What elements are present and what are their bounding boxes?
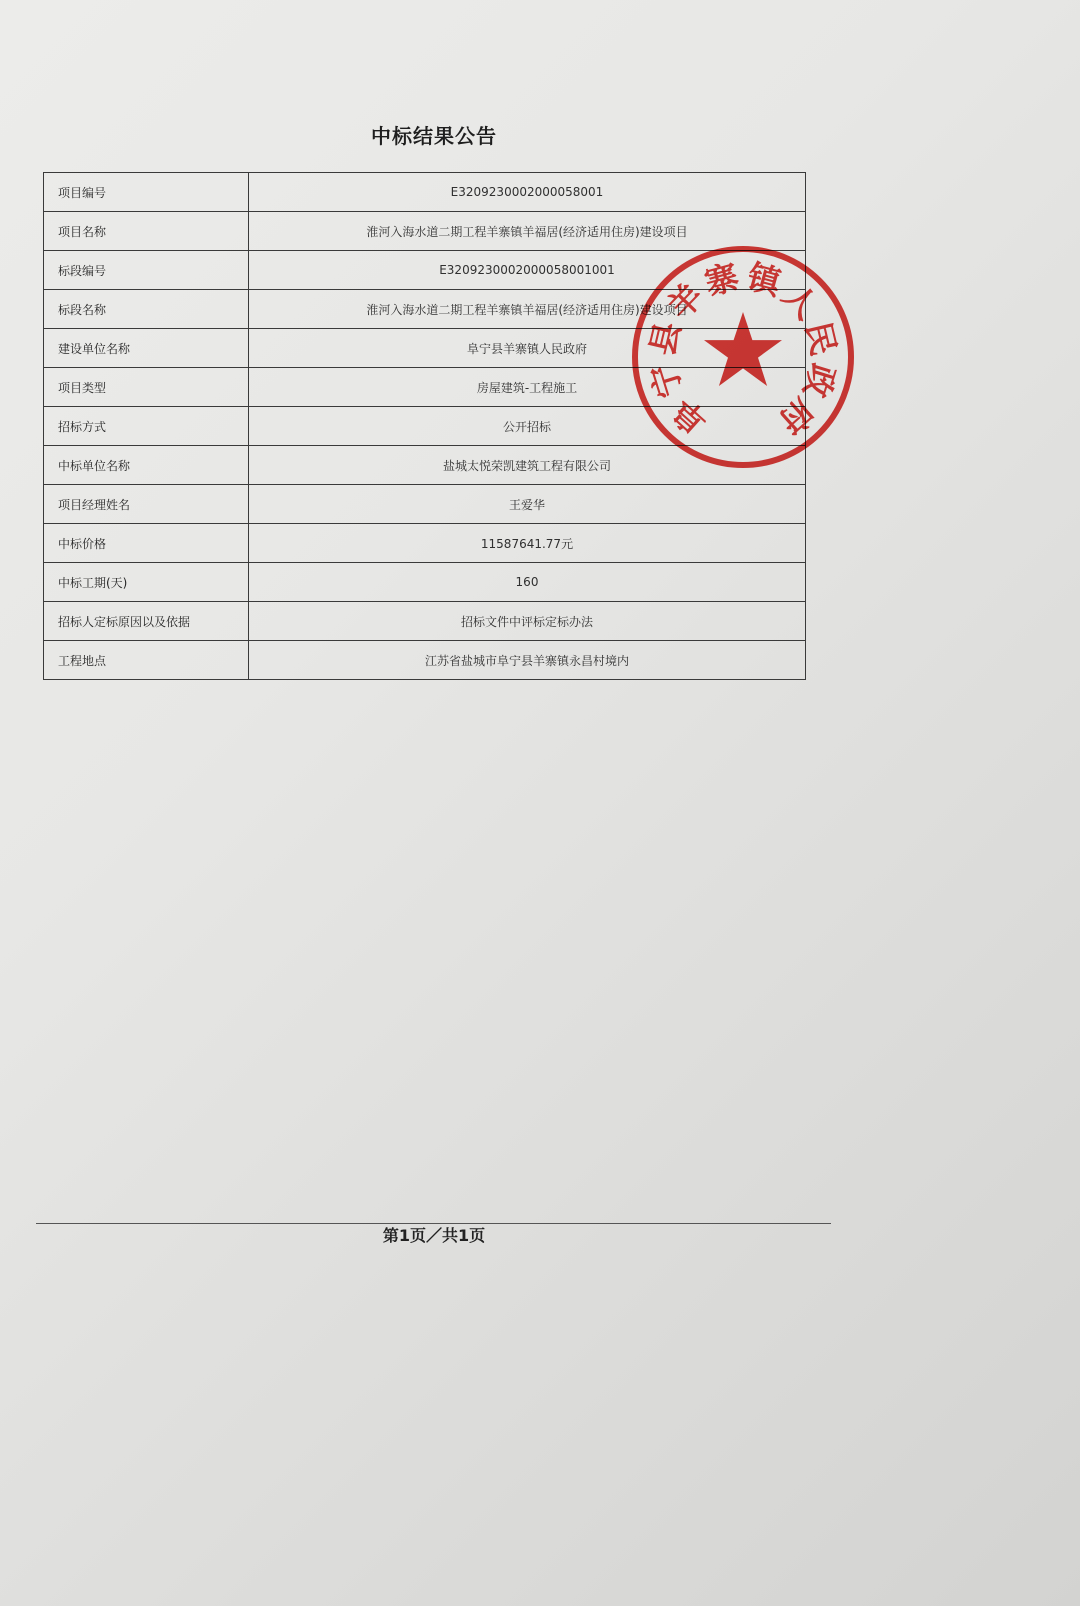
row-value: 阜宁县羊寨镇人民政府 (249, 329, 806, 368)
row-value: 淮河入海水道二期工程羊寨镇羊福居(经济适用住房)建设项目 (249, 290, 806, 329)
row-value: E3209230002000058001 (249, 173, 806, 212)
row-value: 王爱华 (249, 485, 806, 524)
official-seal-stamp (628, 242, 858, 472)
row-label: 标段编号 (44, 251, 249, 290)
row-label: 工程地点 (44, 641, 249, 680)
row-label: 中标价格 (44, 524, 249, 563)
seal-character: 县 (642, 318, 688, 360)
row-label: 项目名称 (44, 212, 249, 251)
row-label: 建设单位名称 (44, 329, 249, 368)
seal-character: 寨 (700, 256, 743, 303)
page-number: 第1页／共1页 (382, 1226, 486, 1245)
seal-character: 镇 (743, 256, 786, 303)
row-value: 160 (249, 563, 806, 602)
table-row (44, 173, 806, 212)
row-value: 11587641.77元 (249, 524, 806, 563)
table-row (44, 524, 806, 563)
row-value: 江苏省盐城市阜宁县羊寨镇永昌村境内 (249, 641, 806, 680)
row-value: 公开招标 (249, 407, 806, 446)
row-label: 中标单位名称 (44, 446, 249, 485)
row-value: 招标文件中评标定标办法 (249, 602, 806, 641)
row-label: 项目类型 (44, 368, 249, 407)
row-label: 项目经理姓名 (44, 485, 249, 524)
seal-character: 民 (798, 318, 844, 360)
row-label: 中标工期(天) (44, 563, 249, 602)
row-label: 标段名称 (44, 290, 249, 329)
row-value: 盐城太悦荣凯建筑工程有限公司 (249, 446, 806, 485)
seal-character: 府 (771, 390, 822, 443)
row-label: 招标方式 (44, 407, 249, 446)
seal-character: 阜 (664, 390, 715, 443)
seal-character: 人 (775, 275, 826, 327)
row-label: 项目编号 (44, 173, 249, 212)
table-row (44, 641, 806, 680)
row-label: 招标人定标原因以及依据 (44, 602, 249, 641)
table-row (44, 602, 806, 641)
table-row (44, 563, 806, 602)
seal-star-icon (704, 312, 782, 386)
page-title: 中标结果公告 (371, 124, 497, 148)
table-row (44, 485, 806, 524)
seal-character: 羊 (660, 275, 711, 327)
row-value: E3209230002000058001001 (249, 251, 806, 290)
seal-character: 宁 (643, 359, 691, 403)
seal-character: 政 (795, 359, 843, 403)
row-value: 淮河入海水道二期工程羊寨镇羊福居(经济适用住房)建设项目 (249, 212, 806, 251)
row-value: 房屋建筑-工程施工 (249, 368, 806, 407)
